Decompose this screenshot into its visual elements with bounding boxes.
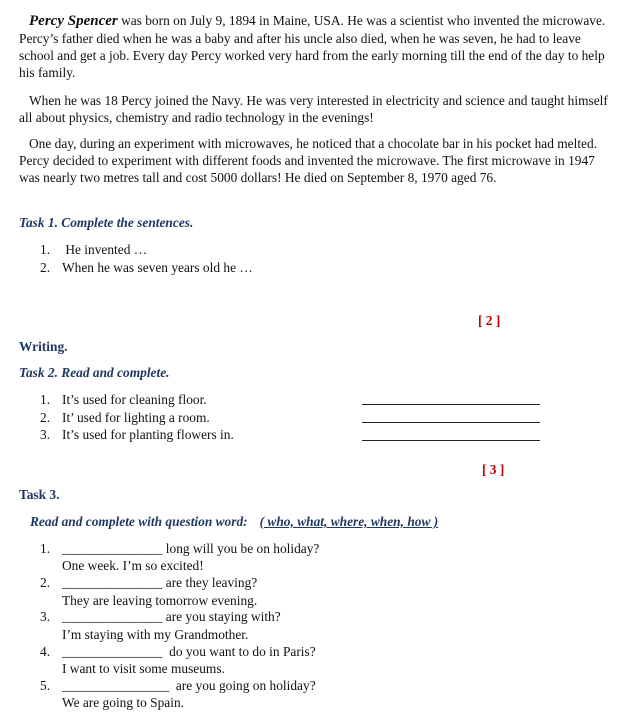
task2-title: Task 2. Read and complete. bbox=[19, 365, 170, 380]
task2-marks: [ 3 ] bbox=[482, 462, 505, 477]
task1-marks: [ 2 ] bbox=[478, 313, 501, 328]
item-number: 1. bbox=[40, 242, 51, 257]
item-number: 1. bbox=[40, 392, 51, 407]
list-item bbox=[40, 426, 234, 444]
answer-text: We are going to Spain. bbox=[62, 695, 185, 710]
paragraph-intro-text: was born on July 9, 1894 in Maine, USA. He was a scientist who invented the microwave. Percy’s father died when he was a baby and after his uncle also died, when he was seven, he had to leave school and get a job. Every day Percy worked very hard from the early morning till the end of the day to help his family. bbox=[19, 13, 606, 80]
task2-list bbox=[40, 391, 234, 444]
item-number: 3. bbox=[40, 609, 51, 624]
paragraph-navy-text: When he was 18 Percy joined the Navy. He was very interested in electricity and science and taught himself all about physics, chemistry and radio technology in the evenings! bbox=[19, 93, 608, 125]
item-text: It’ used for lighting a room. bbox=[62, 409, 210, 425]
list-item bbox=[40, 259, 253, 277]
task1-list bbox=[40, 241, 253, 276]
list-item bbox=[40, 241, 253, 259]
paragraph-navy bbox=[19, 92, 609, 126]
instruction-text: Read and complete with question word: bbox=[30, 514, 248, 529]
item-number: 4. bbox=[40, 644, 51, 659]
task1-title: Task 1. Complete the sentences. bbox=[19, 215, 194, 230]
paragraph-invention bbox=[19, 135, 609, 186]
subject-name: Percy Spencer bbox=[29, 13, 118, 29]
item-text: He invented … bbox=[62, 242, 148, 257]
answer-blank-1[interactable] bbox=[362, 404, 540, 405]
item-number: 2. bbox=[40, 409, 51, 425]
paragraph-intro bbox=[19, 12, 609, 81]
item-text: It’s used for cleaning floor. bbox=[62, 392, 207, 407]
answer-text: One week. I’m so excited! bbox=[62, 558, 204, 573]
task3-title: Task 3. bbox=[19, 487, 60, 502]
answer-blank-2[interactable] bbox=[362, 422, 540, 423]
list-item bbox=[40, 409, 234, 427]
answer-text: I want to visit some museums. bbox=[62, 661, 225, 676]
writing-heading: Writing. bbox=[19, 339, 68, 354]
question-text[interactable]: ________________ are you going on holiday? bbox=[62, 678, 316, 693]
item-number: 2. bbox=[40, 259, 51, 275]
item-number: 1. bbox=[40, 541, 51, 556]
item-number: 3. bbox=[40, 427, 51, 442]
answer-blank-3[interactable] bbox=[362, 440, 540, 441]
item-number: 5. bbox=[40, 678, 51, 693]
question-text[interactable]: _______________ are you staying with? bbox=[62, 609, 281, 624]
question-text[interactable]: _______________ do you want to do in Paris? bbox=[62, 644, 316, 659]
answer-text: I’m staying with my Grandmother. bbox=[62, 627, 249, 642]
item-number: 2. bbox=[40, 575, 51, 590]
task3-instruction bbox=[30, 513, 438, 530]
item-text: It’s used for planting flowers in. bbox=[62, 427, 234, 442]
list-item bbox=[40, 391, 234, 409]
question-text[interactable]: _______________ are they leaving? bbox=[62, 575, 258, 590]
question-words: ( who, what, where, when, how ) bbox=[259, 514, 439, 529]
item-text: When he was seven years old he … bbox=[62, 259, 253, 275]
paragraph-invention-text: One day, during an experiment with microwaves, he noticed that a chocolate bar in his pocket had melted. Percy decided to experiment with different foods and invented the microwave. The first microwave in 1947 was nearly two metres tall and cost 5000 dollars! He died on September 8, 1970 aged 76. bbox=[19, 136, 598, 185]
answer-text: They are leaving tomorrow evening. bbox=[62, 593, 258, 608]
question-text[interactable]: _______________ long will you be on holiday? bbox=[62, 541, 320, 556]
